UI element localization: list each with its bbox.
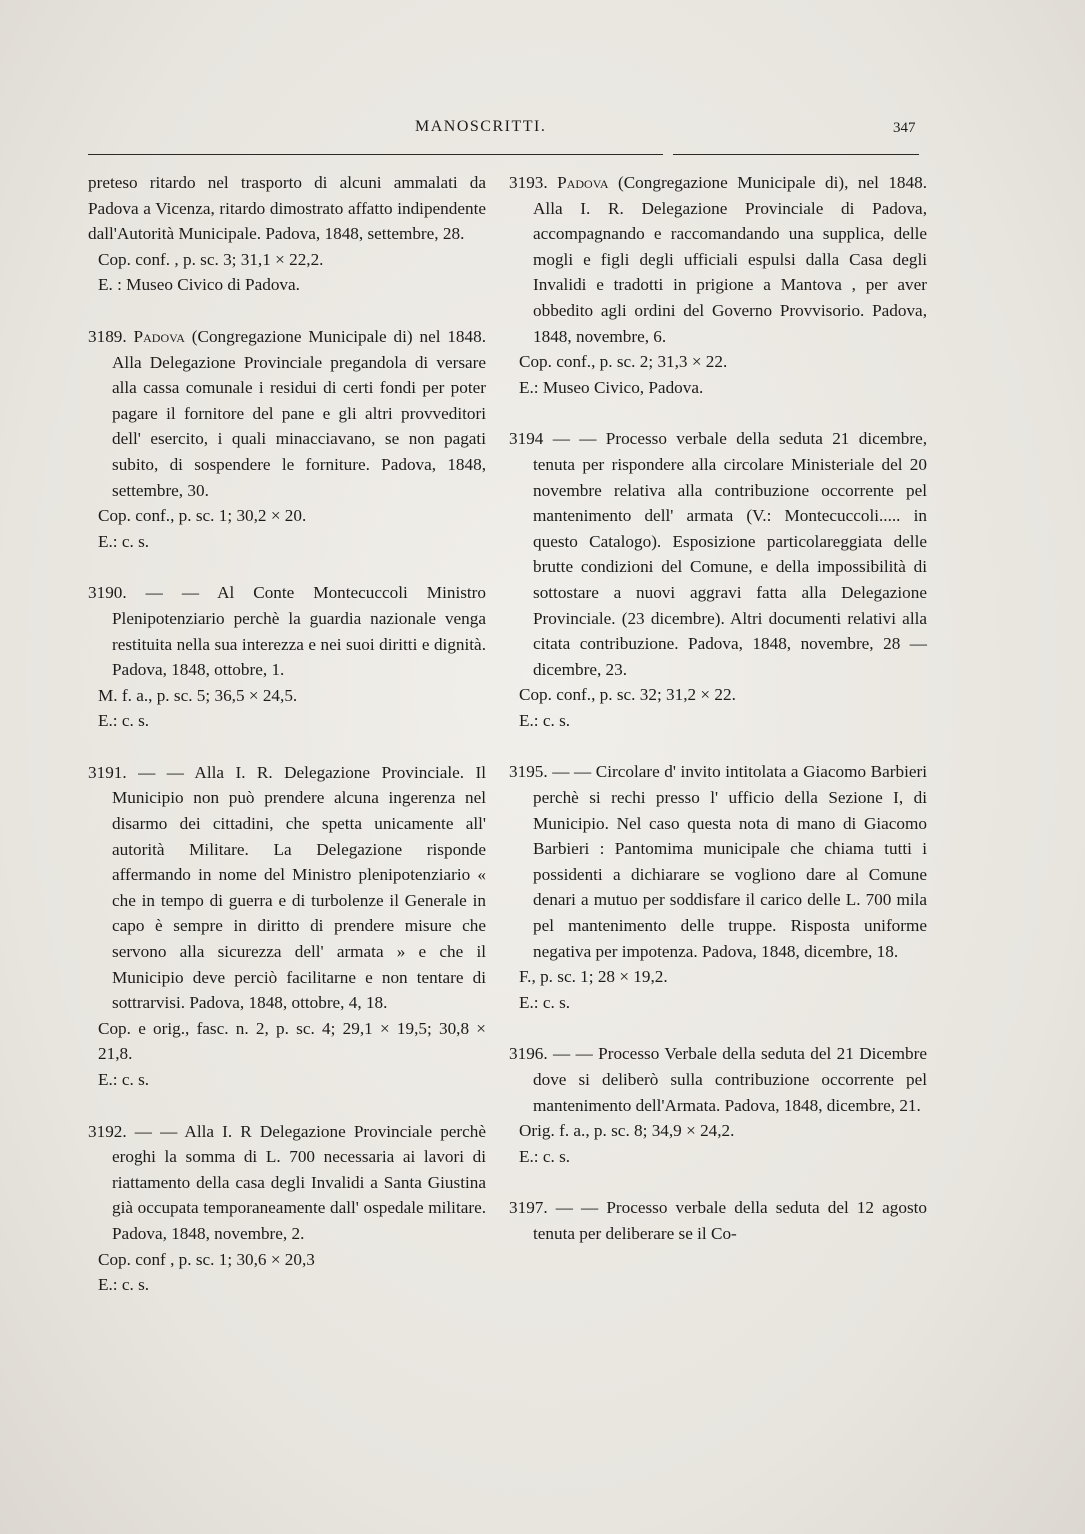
entry-physical-note: Cop. conf., p. sc. 32; 31,2 × 22. <box>519 685 736 705</box>
entry-author: Padova <box>133 326 185 346</box>
entry-text <box>88 580 486 682</box>
page-number: 347 <box>893 120 916 136</box>
entry-text <box>509 1041 927 1118</box>
entry-location-note: E. : Museo Civico di Padova. <box>98 275 300 295</box>
entry-text <box>509 759 927 964</box>
header-rule-right <box>673 154 919 155</box>
entry-3192 <box>88 1119 486 1298</box>
entry-location-note: E.: Museo Civico, Padova. <box>519 377 704 397</box>
entry-physical-note: Cop. e orig., fasc. n. 2, p. sc. 4; 29,1 × 19,5; 30,8 × 21,8. <box>98 1018 486 1064</box>
entry-number: 3190. <box>88 583 127 603</box>
header-rule-left <box>88 154 663 155</box>
entry-3194 <box>509 426 927 733</box>
entry-location-note: E.: c. s. <box>519 710 571 730</box>
entry-3190 <box>88 580 486 734</box>
entry-3197 <box>509 1195 927 1246</box>
entry-3189 <box>88 324 486 554</box>
entry-number: 3195. <box>509 762 548 782</box>
entry-body: — — Alla I. R Delegazione Provinciale perchè eroghi la somma di L. 700 necessaria ai lavori di riattamento della casa degli Invalidi a Santa Giustina già occupata temporaneamente dall' ospedale militare. Padova, 1848, novembre, 2. <box>112 1121 486 1243</box>
entry-number: 3191. <box>88 762 127 782</box>
entry-number: 3193. <box>509 173 548 192</box>
entry-number: 3189. <box>88 326 127 346</box>
right-column <box>509 170 927 1273</box>
entry-physical-note: Cop. conf , p. sc. 1; 30,6 × 20,3 <box>98 1249 315 1269</box>
entry-location-note: E.: c. s. <box>98 531 150 551</box>
entry-body: — — Processo verbale della seduta del 12 agosto tenuta per deliberare se il Co- <box>533 1198 927 1243</box>
entry-3193 <box>509 170 927 400</box>
entry-body: — — Al Conte Montecuccoli Ministro Plenipotenziario perchè la guardia nazionale venga restituita nella sua interezza e nei suoi diritti e dignità. Padova, 1848, ottobre, 1. <box>112 583 486 680</box>
entry-body: — — Alla I. R. Delegazione Provinciale. Il Municipio non può prendere alcuna ingerenza nel disarmo dei cittadini, che spetta unicamente all' autorità Militare. La Delegazione risponde affermando in nome del Ministro plenipotenziario « che in tempo di guerra e di turbolenze il Generale in capo è sempre in diritto di prendere misure che servono alla sicurezza dell' armata » e che il Municipio deve perciò facilitarne e non tentare di sottrarvisi. Padova, 1848, ottobre, 4, 18. <box>112 762 486 1013</box>
entry-body: — — Processo Verbale della seduta del 21 Dicembre dove si deliberò sulla contribuzione occorrente pel mantenimento dell'Armata. Padova, 1848, dicembre, 21. <box>533 1044 927 1115</box>
entry-text <box>509 170 927 349</box>
entry-number: 3192. <box>88 1121 127 1141</box>
entry-3191 <box>88 760 486 1093</box>
entry-number: 3196. <box>509 1044 548 1064</box>
entry-continuation <box>88 170 486 298</box>
entry-physical-note: Cop. conf., p. sc. 2; 31,3 × 22. <box>519 352 728 372</box>
entry-3195 <box>509 759 927 1015</box>
running-title: MANOSCRITTI. <box>415 118 547 135</box>
entry-text <box>509 1195 927 1246</box>
entry-body: (Congregazione Municipale di), nel 1848. Alla I. R. Delegazione Provinciale di Padova, accompagnando e raccomandando una supplica, delle mogli e figli degli ufficiali espulsi dalla Casa degli Invalidi e tradotti in prigione a Mantova , per aver obbedito agli ordini del Governo Provvisorio. Padova, 1848, novembre, 6. <box>533 173 927 346</box>
entry-location-note: E.: c. s. <box>98 1070 150 1089</box>
entry-number: 3194 <box>509 429 544 449</box>
entry-physical-note: Cop. conf., p. sc. 1; 30,2 × 20. <box>98 506 307 526</box>
entry-number: 3197. <box>509 1198 548 1218</box>
entry-text <box>509 426 927 682</box>
entry-text <box>88 1119 486 1247</box>
entry-location-note: E.: c. s. <box>519 1146 571 1166</box>
entry-text <box>88 324 486 503</box>
entry-3196 <box>509 1041 927 1169</box>
entry-author: Padova <box>557 173 609 192</box>
entry-location-note: E.: c. s. <box>98 711 150 731</box>
running-head <box>0 118 1085 148</box>
entry-body: — — Processo verbale della seduta 21 dicembre, tenuta per rispondere alla circolare Ministeriale del 20 novembre relativa alla contribuzione occorrente pel mantenimento dell' armata (V.: Montecuccoli..... in questo Catalogo). Esposizione particolareggiata delle brutte condizioni del Comune, e della impossibilità di sottostare a nuovi aggravi fatta alla Delegazione Provinciale. (23 dicembre). Altri documenti relativi alla citata contribuzione. Padova, 1848, novembre, 28 — dicembre, 23. <box>533 429 927 679</box>
entry-location-note: E.: c. s. <box>98 1275 150 1295</box>
entry-physical-note: M. f. a., p. sc. 5; 36,5 × 24,5. <box>98 685 298 705</box>
entry-body: — — Circolare d' invito intitolata a Giacomo Barbieri perchè si rechi presso l' ufficio della Sezione I, di Municipio. Nel caso questa nota di mano di Giacomo Barbieri : Pantomima municipale che chiama tutti i possidenti a dichiarare se vogliono dare al Comune denari a mutuo per soddisfare il carico delle L. 700 mila pel mantenimento delle truppe. Risposta uniforme negativa per impotenza. Padova, 1848, dicembre, 18. <box>533 762 927 961</box>
left-column <box>88 170 486 1324</box>
entry-physical-note: F., p. sc. 1; 28 × 19,2. <box>519 967 668 987</box>
entry-location-note: E.: c. s. <box>519 992 571 1012</box>
entry-physical-note: Cop. conf. , p. sc. 3; 31,1 × 22,2. <box>98 249 324 269</box>
entry-text <box>88 760 486 1016</box>
entry-text: preteso ritardo nel trasporto di alcuni ammalati da Padova a Vicenza, ritardo dimostrato affatto indipendente dall'Autorità Municipale. Padova, 1848, settembre, 28. <box>88 173 486 244</box>
entry-body: (Congregazione Municipale di) nel 1848. Alla Delegazione Provinciale pregandola di versare alla cassa comunale i residui di certi fondi per poter pagare il fornitore del pane e gli altri provveditori dell' esercito, i quali minacciavano, se non pagati subito, di sospendere le forniture. Padova, 1848, settembre, 30. <box>112 326 487 500</box>
entry-physical-note: Orig. f. a., p. sc. 8; 34,9 × 24,2. <box>519 1121 735 1141</box>
